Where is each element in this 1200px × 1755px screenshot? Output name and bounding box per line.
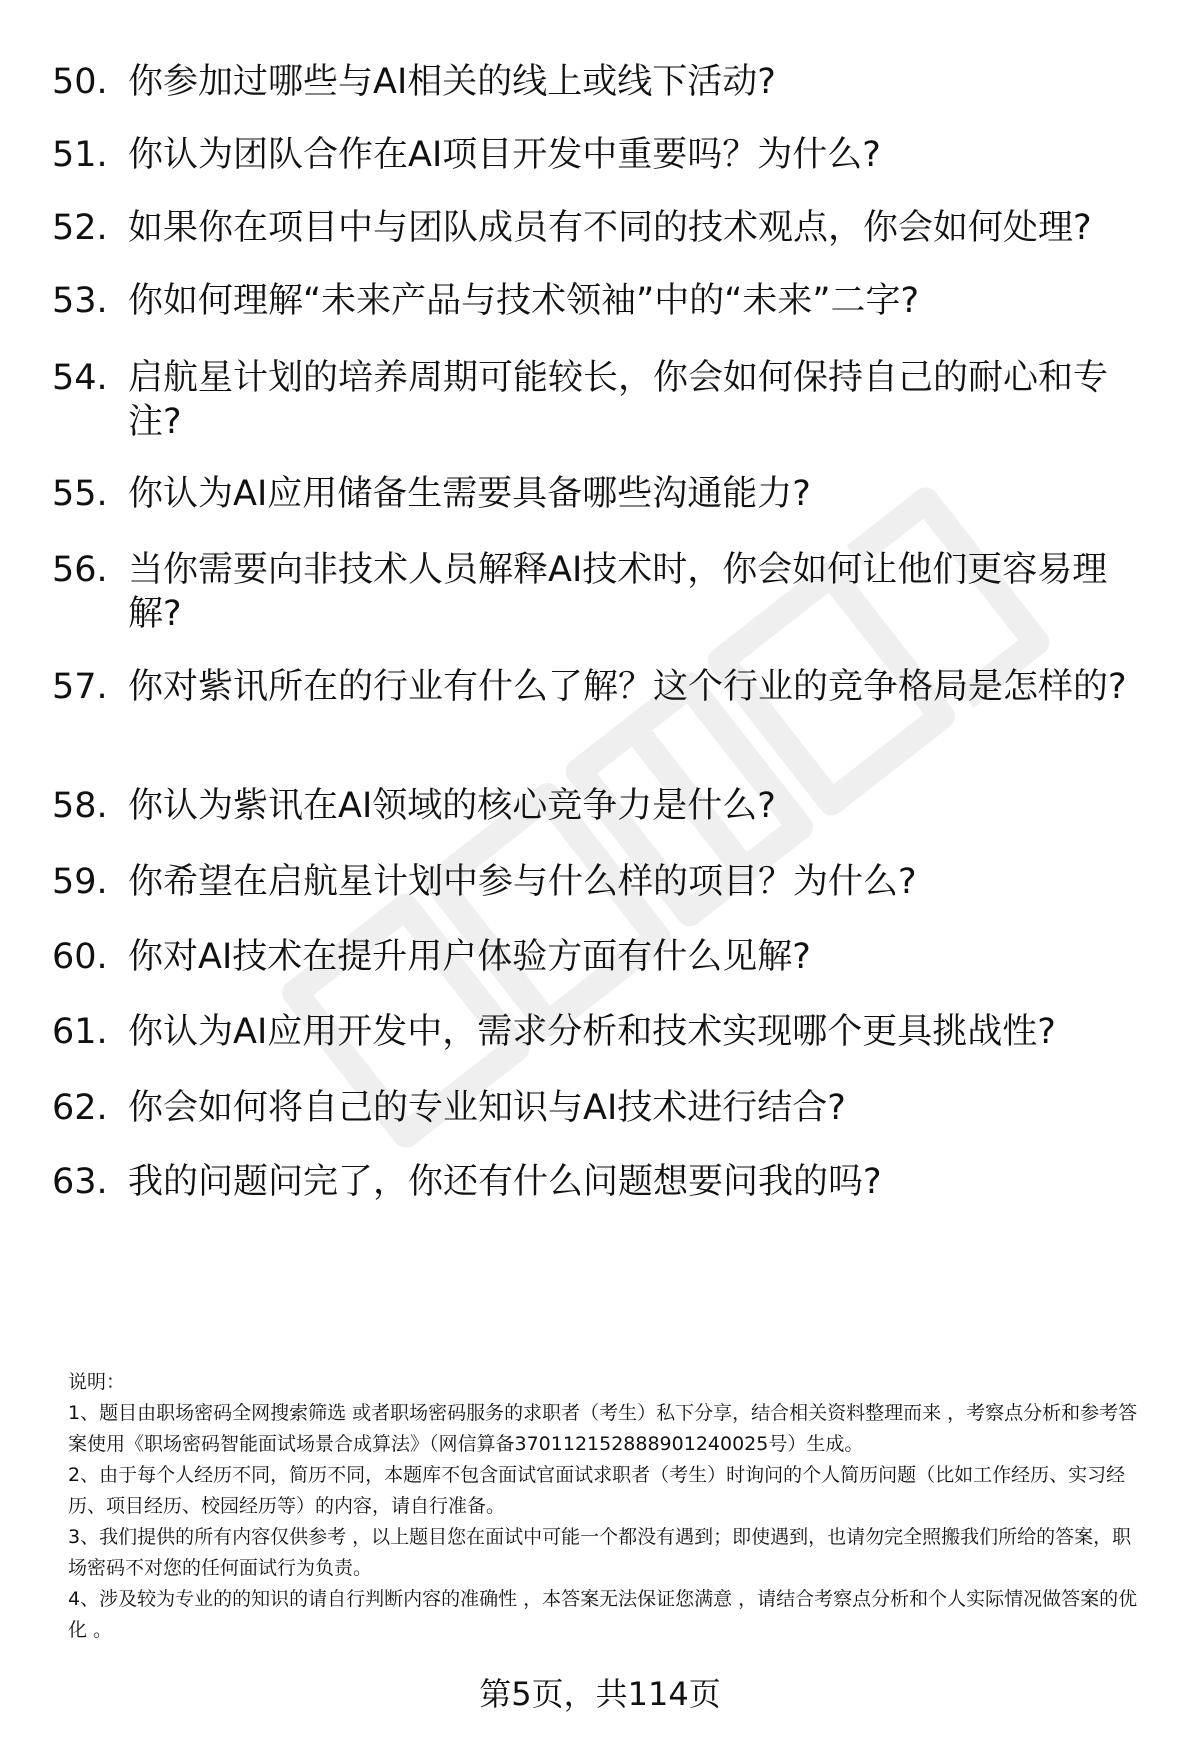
question-number: 51. (52, 135, 108, 175)
question-item (52, 935, 1152, 979)
question-text: 你对AI技术在提升用户体验方面有什么见解? (128, 937, 811, 977)
question-text: 你对紫讯所在的行业有什么了解？这个行业的竞争格局是怎样的? (128, 667, 1127, 707)
question-item (52, 1160, 1152, 1204)
question-number: 53. (52, 281, 108, 321)
notes-section (68, 1367, 1148, 1646)
question-item (52, 206, 1152, 250)
question-number: 63. (52, 1162, 108, 1202)
question-number: 56. (52, 550, 108, 590)
question-number: 52. (52, 208, 108, 248)
question-number: 60. (52, 937, 108, 977)
question-number: 55. (52, 474, 108, 514)
question-text: 如果你在项目中与团队成员有不同的技术观点，你会如何处理? (128, 208, 1092, 248)
question-text: 你认为紫讯在AI领域的核心竞争力是什么? (128, 786, 776, 826)
question-text: 你会如何将自己的专业知识与AI技术进行结合? (128, 1088, 846, 1128)
page-footer: 第5页，共114页 (479, 1675, 721, 1713)
question-item (52, 279, 1152, 323)
note-item: 2、由于每个人经历不同，简历不同，本题库不包含面试官面试求职者（考生）时询问的个人简历问题（比如工作经历、实习经历、项目经历、校园经历等）的内容，请自行准备。 (68, 1464, 1126, 1517)
question-number: 58. (52, 786, 108, 826)
question-item (52, 472, 1152, 516)
question-text: 我的问题问完了，你还有什么问题想要问我的吗? (128, 1162, 882, 1202)
question-item (52, 548, 1152, 636)
question-text: 你希望在启航星计划中参与什么样的项目？为什么? (128, 862, 917, 902)
question-item (52, 1086, 1152, 1130)
question-number: 57. (52, 667, 108, 707)
note-item: 1、题目由职场密码全网搜索筛选 或者职场密码服务的求职者（考生）私下分享，结合相关资料整理而来 ，考察点分析和参考答案使用《职场密码智能面试场景合成算法》（网信算备370112152888901240025号）生成。 (68, 1402, 1138, 1455)
question-item (52, 356, 1152, 444)
question-number: 54. (52, 358, 108, 398)
question-text: 你认为团队合作在AI项目开发中重要吗？为什么? (128, 135, 881, 175)
note-item: 4、涉及较为专业的的知识的请自行判断内容的准确性 ，本答案无法保证您满意 ，请结合考察点分析和个人实际情况做答案的优化 。 (68, 1588, 1138, 1641)
question-number: 59. (52, 862, 108, 902)
question-item (52, 1010, 1152, 1054)
question-text: 你参加过哪些与AI相关的线上或线下活动? (128, 62, 776, 102)
question-item (52, 665, 1152, 709)
question-number: 61. (52, 1012, 108, 1052)
question-text: 当你需要向非技术人员解释AI技术时，你会如何让他们更容易理解? (128, 550, 1108, 634)
question-text: 启航星计划的培养周期可能较长，你会如何保持自己的耐心和专注? (128, 358, 1109, 442)
question-number: 50. (52, 62, 108, 102)
notes-heading: 说明： (68, 1371, 126, 1393)
question-text: 你如何理解“未来产品与技术领袖”中的“未来”二字? (128, 281, 920, 321)
question-text: 你认为AI应用开发中，需求分析和技术实现哪个更具挑战性? (128, 1012, 1056, 1052)
question-item (52, 784, 1152, 828)
question-number: 62. (52, 1088, 108, 1128)
note-item: 3、我们提供的所有内容仅供参考 ，以上题目您在面试中可能一个都没有遇到；即使遇到，也请勿完全照搬我们所给的答案，职场密码不对您的任何面试行为负责。 (68, 1526, 1132, 1579)
question-item (52, 860, 1152, 904)
question-item (52, 133, 1152, 177)
question-text: 你认为AI应用储备生需要具备哪些沟通能力? (128, 474, 811, 514)
question-item (52, 60, 1152, 104)
